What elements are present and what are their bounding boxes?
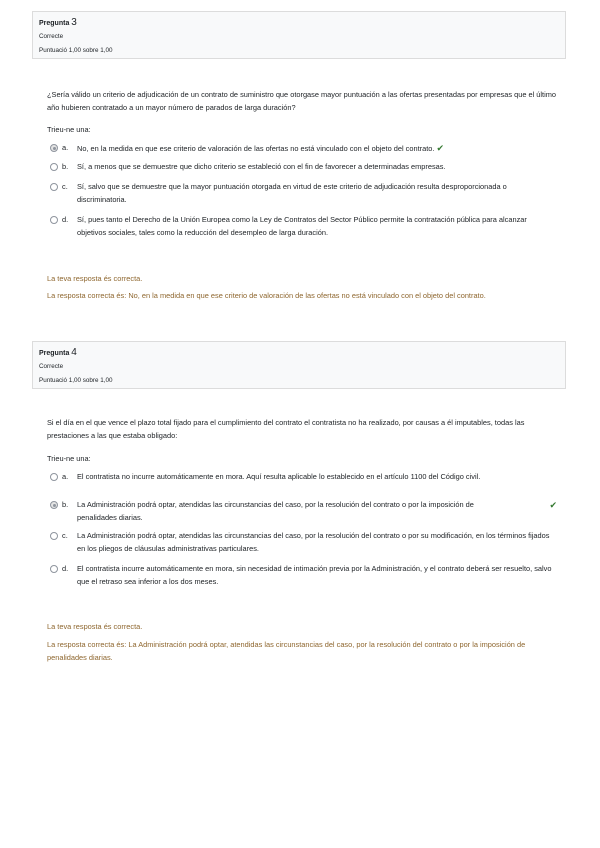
answer-letter: d. bbox=[62, 215, 69, 224]
radio-button[interactable] bbox=[50, 473, 58, 481]
question-number bbox=[39, 347, 559, 360]
answer-text: La Administración podrá optar, atendidas las circunstancias del caso, por la resolución del contrato o por su modificación, en los términos fijados en los pliegos de cláusulas administrativas particulares. bbox=[77, 531, 550, 553]
feedback-correct-answer: La resposta correcta és: La Administración podrá optar, atendidas las circunstancias del caso, por la resolución del contrato o por la imposición de penalidades diarias. bbox=[47, 640, 526, 662]
question-num: 4 bbox=[71, 347, 77, 358]
radio-button[interactable] bbox=[50, 532, 58, 540]
answer-option-a[interactable] bbox=[50, 142, 555, 156]
radio-button[interactable] bbox=[50, 163, 58, 171]
question-label: Pregunta bbox=[39, 20, 70, 27]
feedback-result: La teva resposta és correcta. bbox=[47, 274, 143, 283]
answer-option-b[interactable] bbox=[50, 499, 555, 524]
answer-option-a[interactable] bbox=[50, 471, 555, 484]
answer-text-content: No, en la medida en que ese criterio de valoración de las ofertas no está vinculado con el objeto del contrato. bbox=[77, 144, 435, 153]
feedback-result: La teva resposta és correcta. bbox=[47, 622, 143, 631]
radio-button[interactable] bbox=[50, 183, 58, 191]
answer-letter: d. bbox=[62, 564, 69, 573]
question-num: 3 bbox=[71, 17, 77, 28]
answer-option-b[interactable] bbox=[50, 161, 555, 174]
question-state: Correcte bbox=[39, 363, 64, 370]
radio-button[interactable] bbox=[50, 565, 58, 573]
question-number bbox=[39, 17, 559, 30]
question-info-4 bbox=[32, 341, 566, 389]
answer-text: Sí, salvo que se demuestre que la mayor puntuación otorgada en virtud de este criterio de adjudicación resulta desproporcionada o discriminatoria. bbox=[77, 182, 507, 204]
answer-option-d[interactable] bbox=[50, 214, 555, 239]
answer-text: La Administración podrá optar, atendidas las circunstancias del caso, por la resolución del contrato o por la imposición de penalidades diarias. bbox=[77, 500, 474, 522]
answer-letter: c. bbox=[62, 182, 68, 191]
question-grade: Puntuació 1,00 sobre 1,00 bbox=[39, 47, 113, 54]
question-label: Pregunta bbox=[39, 350, 70, 357]
answer-letter: a. bbox=[62, 143, 69, 152]
answer-option-d[interactable] bbox=[50, 563, 555, 588]
feedback-correct-answer: La resposta correcta és: No, en la medida en que ese criterio de valoración de las ofertas no está vinculado con el objeto del contrato. bbox=[47, 291, 486, 300]
answer-letter: b. bbox=[62, 162, 69, 171]
answer-text: El contratista no incurre automáticamente en mora. Aquí resulta aplicable lo establecido en el artículo 1100 del Código civil. bbox=[77, 472, 481, 481]
check-icon: ✔ bbox=[436, 143, 444, 153]
question-text: Si el día en el que vence el plazo total fijado para el cumplimiento del contrato el contratista no ha realizado, por causas a él imputables, todas las prestaciones a las que estaba obligado: bbox=[47, 418, 525, 440]
answer-letter: c. bbox=[62, 531, 68, 540]
answer-text: El contratista incurre automáticamente en mora, sin necesidad de intimación previa por la Administración, y el contrato deberá ser resuelto, salvo que el retraso sea inferior a los dos meses. bbox=[77, 564, 552, 586]
answer-letter: b. bbox=[62, 500, 69, 509]
answer-prompt: Trieu-ne una: bbox=[47, 454, 91, 463]
question-grade: Puntuació 1,00 sobre 1,00 bbox=[39, 377, 113, 384]
answer-prompt: Trieu-ne una: bbox=[47, 125, 91, 134]
answer-letter: a. bbox=[62, 472, 69, 481]
answer-option-c[interactable] bbox=[50, 530, 555, 555]
answer-text bbox=[74, 142, 555, 156]
question-info-3 bbox=[32, 11, 566, 59]
question-state: Correcte bbox=[39, 33, 64, 40]
radio-button[interactable] bbox=[50, 216, 58, 224]
answer-text: Sí, pues tanto el Derecho de la Unión Europea como la Ley de Contratos del Sector Público permite la contratación pública para alcanzar objetivos sociales, tales como la reducción del desempleo de larga duración. bbox=[77, 215, 527, 237]
check-icon: ✔ bbox=[549, 500, 557, 510]
answer-option-c[interactable] bbox=[50, 181, 555, 206]
radio-button[interactable] bbox=[50, 501, 58, 509]
question-text: ¿Sería válido un criterio de adjudicación de un contrato de suministro que otorgase mayor puntuación a las ofertas presentadas por empresas que el último año hubieren contratado a un mayor número de parados de larga duración? bbox=[47, 90, 557, 112]
radio-button[interactable] bbox=[50, 144, 58, 152]
answer-text: Sí, a menos que se demuestre que dicho criterio se estableció con el fin de favorecer a determinadas empresas. bbox=[77, 162, 446, 171]
